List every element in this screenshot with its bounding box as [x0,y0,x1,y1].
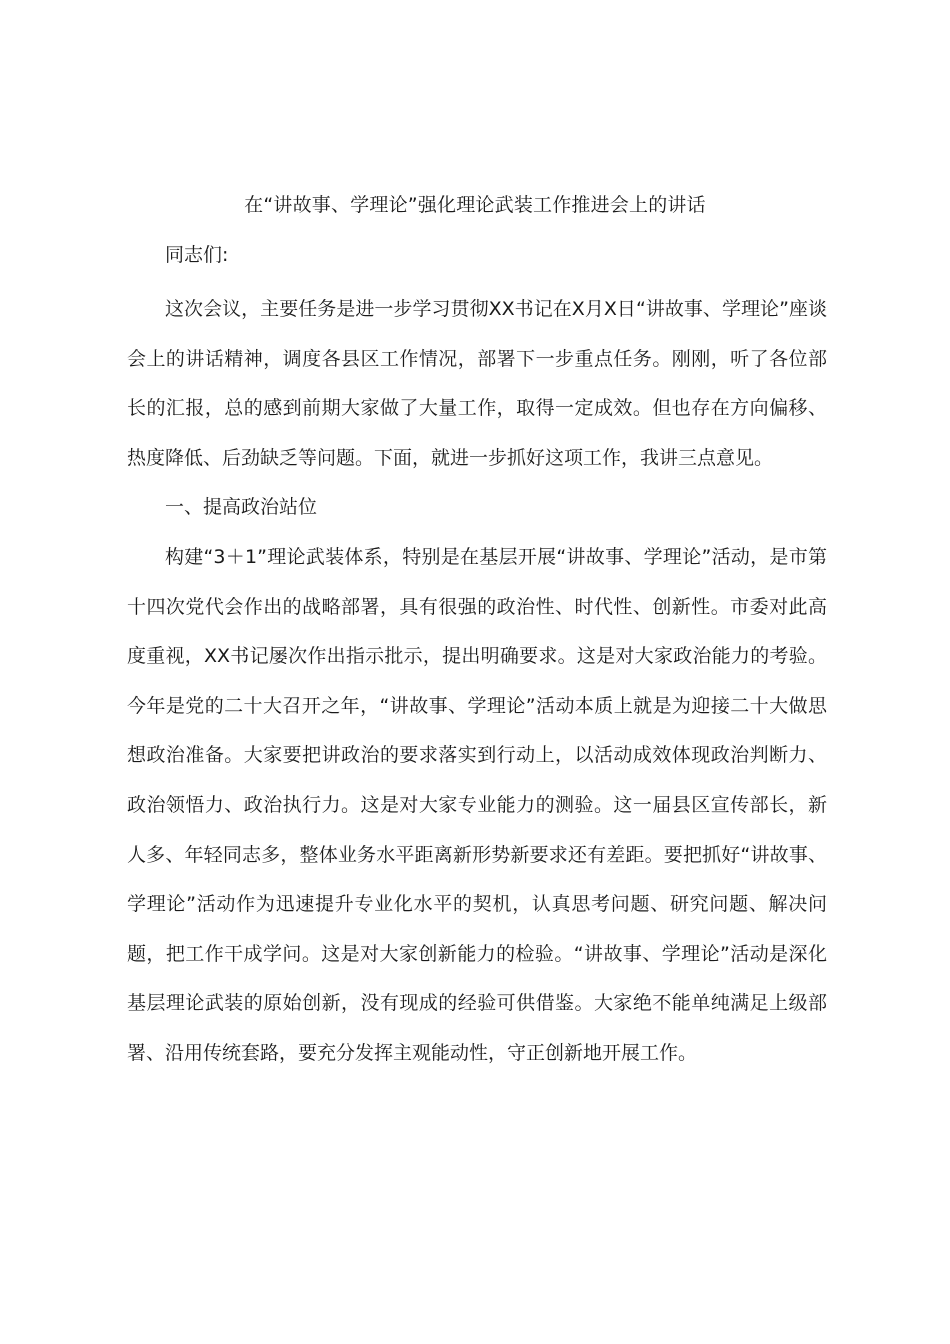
document-title: 在“讲故事、学理论”强化理论武装工作推进会上的讲话 [244,194,706,216]
paragraph-intro: 这次会议，主要任务是进一步学习贯彻XX书记在X月X日“讲故事、学理论”座谈会上的讲话精神，调度各县区工作情况，部署下一步重点任务。刚刚，听了各位部长的汇报，总的感到前期大家做了大量工作，取得一定成效。但也存在方向偏移、热度降低、后劲缺乏等问题。下面，就进一步抓好这项工作，我讲三点意见。 [127,298,827,469]
paragraph-section-1: 构建“3＋1”理论武装体系，特别是在基层开展“讲故事、学理论”活动，是市第十四次党代会作出的战略部署，具有很强的政治性、时代性、创新性。市委对此高度重视，XX书记屡次作出指示批示，提出明确要求。这是对大家政治能力的考验。今年是党的二十大召开之年，“讲故事、学理论”活动本质上就是为迎接二十大做思想政治准备。大家要把讲政治的要求落实到行动上，以活动成效体现政治判断力、政治领悟力、政治执行力。这是对大家专业能力的测验。这一届县区宣传部长，新人多、年轻同志多，整体业务水平距离新形势新要求还有差距。要把抓好“讲故事、学理论”活动作为迅速提升专业化水平的契机，认真思考问题、研究问题、解决问题，把工作干成学问。这是对大家创新能力的检验。“讲故事、学理论”活动是深化基层理论武装的原始创新，没有现成的经验可供借鉴。大家绝不能单纯满足上级部署、沿用传统套路，要充分发挥主观能动性，守正创新地开展工作。 [127,545,827,1064]
document-body [127,285,827,1079]
greeting: 同志们: [165,244,229,266]
section-heading: 一、提高政治站位 [165,496,318,519]
